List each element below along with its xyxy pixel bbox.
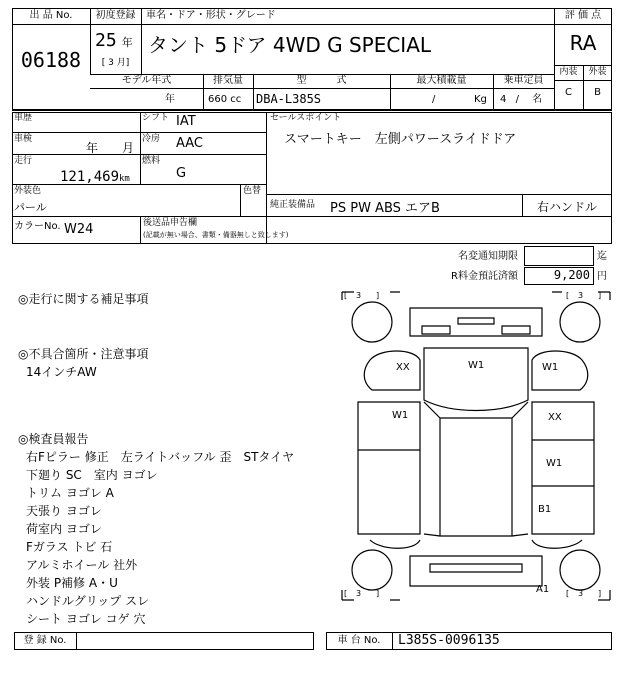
exterior-color-label: 外装色 <box>14 186 42 196</box>
tire-bl-bracket-close: ] <box>376 589 380 598</box>
mileage-label: 走行 <box>14 156 33 166</box>
overall-grade: RA <box>569 31 597 55</box>
inspector-line: シート ヨゴレ コゲ 穴 <box>26 612 146 626</box>
inspector-line: ハンドルグリップ スレ <box>26 594 150 608</box>
inspector-line: 外装 P補修 A・U <box>26 576 118 590</box>
tire-tr-bracket-close: ] <box>598 291 602 300</box>
first-reg-year <box>95 30 141 51</box>
shift-value: IAT <box>176 114 196 129</box>
reg-no-label: 登 録 No. <box>23 635 67 646</box>
max-load-unit: Kg <box>474 94 487 105</box>
first-reg-month: [ 3 月] <box>101 58 130 68</box>
model-code: DBA-L385S <box>256 92 322 106</box>
post-doc-label: 後送品申告欄 <box>143 218 198 228</box>
equipment: PS PW ABS エアB <box>330 201 440 216</box>
inspector-line: 天張り ヨゴレ <box>26 504 102 518</box>
recycle-label: R料金預託済額 <box>451 271 518 282</box>
lot-no-label: 出 品 No. <box>29 10 73 21</box>
mark-front-right-fender: W1 <box>542 362 559 373</box>
tire-tl-bracket: [ <box>344 291 348 300</box>
exterior-label: 外装 <box>588 67 607 77</box>
mark-left-front-door: W1 <box>392 410 409 421</box>
displacement-value: 660 <box>208 94 228 105</box>
mileage <box>60 166 130 185</box>
capacity-label: 乗車定員 <box>503 75 544 86</box>
grade-label: 評 価 点 <box>564 10 602 21</box>
displacement <box>208 94 253 106</box>
tire-bl-bracket: [ <box>344 589 348 598</box>
interior-grade: C <box>565 87 572 98</box>
exterior-color: パール <box>14 201 47 214</box>
tire-br-bracket: [ <box>566 589 570 598</box>
mileage-value: 121,469 <box>60 169 120 185</box>
chassis-no: L385S-0096135 <box>398 633 500 648</box>
inspector-report <box>18 430 328 628</box>
car-damage-diagram <box>340 290 612 602</box>
capacity-value <box>500 94 554 106</box>
inspector-line: 右Fピラー 修正 左ライトバッフル 歪 STタイヤ <box>26 450 295 464</box>
name-change-box <box>524 246 594 266</box>
handle-side: 右ハンドル <box>536 200 597 214</box>
max-load-sep: / <box>432 94 436 105</box>
recycle-value: 9,200 <box>553 268 590 282</box>
inspector-line: 荷室内 ヨゴレ <box>26 522 102 536</box>
color-change-label: 色替 <box>243 186 262 196</box>
history-label: 車歴 <box>14 113 33 123</box>
mark-rear-bumper: A1 <box>536 584 550 595</box>
capacity-number: 4 <box>500 94 507 105</box>
sales-point: スマートキー 左側パワースライドドア <box>284 132 517 147</box>
chassis-label: 車 台 No. <box>337 635 381 646</box>
mark-right-rear-door: W1 <box>546 458 563 469</box>
tire-br-bracket-close: ] <box>598 589 602 598</box>
tire-tl-bracket-close: ] <box>376 291 380 300</box>
first-reg-year-value: 25 <box>95 30 117 51</box>
defect-line: 14インチAW <box>26 365 97 379</box>
aircon-value: AAC <box>176 136 203 151</box>
inspection-month-unit: 月 <box>122 141 135 155</box>
sales-point-label: セールスポイント <box>270 113 342 123</box>
type-label: 型 式 <box>296 75 347 86</box>
fuel-label: 燃料 <box>142 156 161 166</box>
shift-label: シフト <box>142 113 170 123</box>
recycle-unit: 円 <box>597 271 607 282</box>
max-load-label: 最大積載量 <box>416 75 467 86</box>
tire-bl-value: 3 <box>356 589 362 598</box>
model-year-label: モデル年式 <box>121 75 172 86</box>
tire-br-value: 3 <box>578 589 584 598</box>
mark-front-left-fender: XX <box>396 362 410 373</box>
mark-hood: W1 <box>468 360 485 371</box>
remarks <box>18 290 328 308</box>
defects <box>18 345 328 381</box>
mark-right-front-door: XX <box>548 412 562 423</box>
model-year-unit: 年 <box>165 94 175 105</box>
car-name-label: 車名・ドア・形状・グレード <box>146 10 276 21</box>
color-no: W24 <box>64 222 94 237</box>
inspector-line: Fガラス トビ 石 <box>26 540 113 554</box>
first-reg-year-unit: 年 <box>121 36 133 49</box>
inspection-year-unit: 年 <box>86 141 99 155</box>
exterior-grade: B <box>594 87 601 98</box>
displacement-unit: cc <box>230 94 242 105</box>
name-change-unit: 迄 <box>597 251 607 262</box>
supplement-title: ◎走行に関する補足事項 <box>18 292 149 306</box>
color-no-label: カラーNo. <box>14 221 61 232</box>
name-change-label: 名変通知期限 <box>458 251 518 262</box>
first-reg-label: 初度登録 <box>95 10 136 21</box>
car-name: タント 5ドア 4WD G SPECIAL <box>148 33 432 57</box>
tire-tl-value: 3 <box>356 291 362 300</box>
aircon-label: 冷房 <box>142 134 161 144</box>
inspector-line: 下廻り SC 室内 ヨゴレ <box>26 468 158 482</box>
interior-label: 内装 <box>559 67 578 77</box>
capacity-unit: 名 <box>532 94 543 105</box>
inspector-title: ◎検査員報告 <box>18 432 89 446</box>
inspector-line: トリム ヨゴレ A <box>26 486 114 500</box>
mark-right-rear-fender: B1 <box>538 504 552 515</box>
fuel-value: G <box>176 166 187 181</box>
defect-title: ◎不具合箇所・注意事項 <box>18 347 149 361</box>
capacity-sep: / <box>515 94 519 105</box>
post-doc-note: (記載が無い場合、書類・備器無しと致します) <box>143 231 289 239</box>
displacement-label: 排気量 <box>213 75 243 86</box>
tire-tr-value: 3 <box>578 291 584 300</box>
lot-number: 06188 <box>20 48 82 72</box>
equipment-label: 純正装備品 <box>270 200 316 210</box>
inspector-line: アルミホイール 社外 <box>26 558 138 572</box>
tire-tr-bracket: [ <box>566 291 570 300</box>
mileage-unit: km <box>119 174 130 184</box>
inspection-label: 車検 <box>14 134 33 144</box>
